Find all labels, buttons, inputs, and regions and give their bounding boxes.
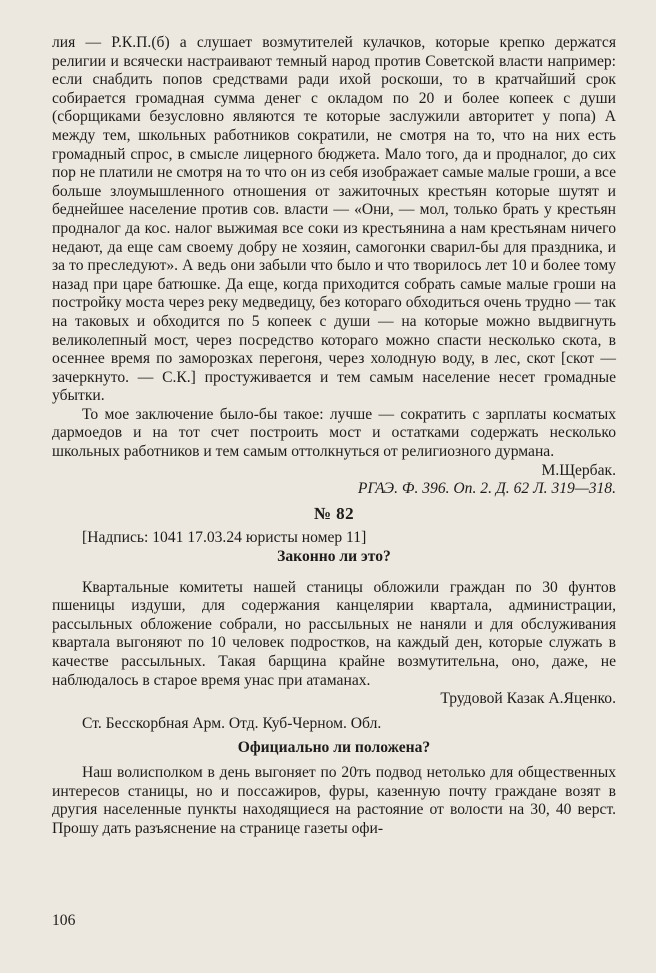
archive-reference: РГАЭ. Ф. 396. Оп. 2. Д. 62 Л. 319—318. — [357, 480, 616, 498]
inscription-note: [Надпись: 1041 17.03.24 юристы номер 11] — [82, 529, 367, 547]
paragraph-quarter-committees: Квартальные комитеты нашей станицы обложили граждан по 30 фунтов пшеницы издуши, для содержания канцелярии квартала, администрации, рассыльных обложение собрали, но рассыльных не наняли и для обслуживания квартала выгоняют по 10 человек подростков, на каждый ден, которые служать в качестве рассыльных. Такая барщина крайне возмутительна, оно, даже, не наблюдалось в старое время унас при атаманах. — [52, 578, 616, 689]
signature-scherbak: М.Щербак. — [541, 461, 616, 479]
location-line: Ст. Бесскорбная Арм. Отд. Куб-Черном. Обл. — [82, 714, 382, 732]
paragraph-letter-body: лия — Р.К.П.(б) а слушает возмутителей кулачков, которые крепко держатся религии и всячески настраивают темный народ против Советской власти например: если снабдить попов средствами ради ихой роскоши, то в кратчайший срок собирается громадная сумма денег с окладом по 20 и более копеек с души (сборщиками безусловно являются те которые заслужили авторитет у попа) А между тем, школьных работников сократили, не смотря на то, что на них есть громадный спрос, в смысле лицерного бюджета. Мало того, да и продналог, до сих пор не платили не смотря на то что он из себя изображает самые малые гроши, а все больше злоумышленного отношения от зажиточных крестьян которые шутят и беднейшее население против сов. власти — «Они, — мол, только брать у крестьян продналог да кос. налог выжимая все соки из крестьянина а нам крестьянам ничего недают, да еще сам своему добру не хозяин, самогонки сварил-бы для праздника, и за то преследуют». А ведь они забыли что было и что творилось лет 10 и более тому назад при царе батюшке. Да еще, когда приходится собрать самые малые гроши на постройку моста через реку медведицу, без котораго обходиться очень трудно — так на таковых и обходится по 5 копеек с души — на которые можно выдвигнуть великолепный мост, через посредство котораго можно спасти несколько скота, в осеннее время по заморозках перегоня, через холодную воду, в лес, скот [скот — зачеркнуто. — С.К.] простуживается и тем самым население несет громадные убытки. — [52, 34, 616, 405]
page-number: 106 — [52, 912, 76, 929]
heading-official: Официально ли положена? — [237, 739, 431, 757]
signature-yatsenko: Трудовой Казак А.Яценко. — [440, 690, 616, 708]
document-number: № 82 — [313, 503, 355, 523]
paragraph-volispolkom: Наш волисполком в день выгоняет по 20ть подвод нетолько для общественных интересов станицы, но и поссажиров, фуры, казенную почту граждане возят в другия населенные пункты находящиеся на растояние от волости на 30, 40 верст. Прошу дать разъяснение на странице газеты офи- — [52, 763, 616, 837]
paragraph-conclusion: То мое заключение было-бы такое: лучше — сократить с зарплаты косматых дармоедов и на тот счет построить мост и остатками содержать несколько школьных работников и тем самым оттолкнуться от религиозного дурмана. — [52, 405, 616, 461]
heading-legal: Законно ли это? — [277, 548, 391, 566]
